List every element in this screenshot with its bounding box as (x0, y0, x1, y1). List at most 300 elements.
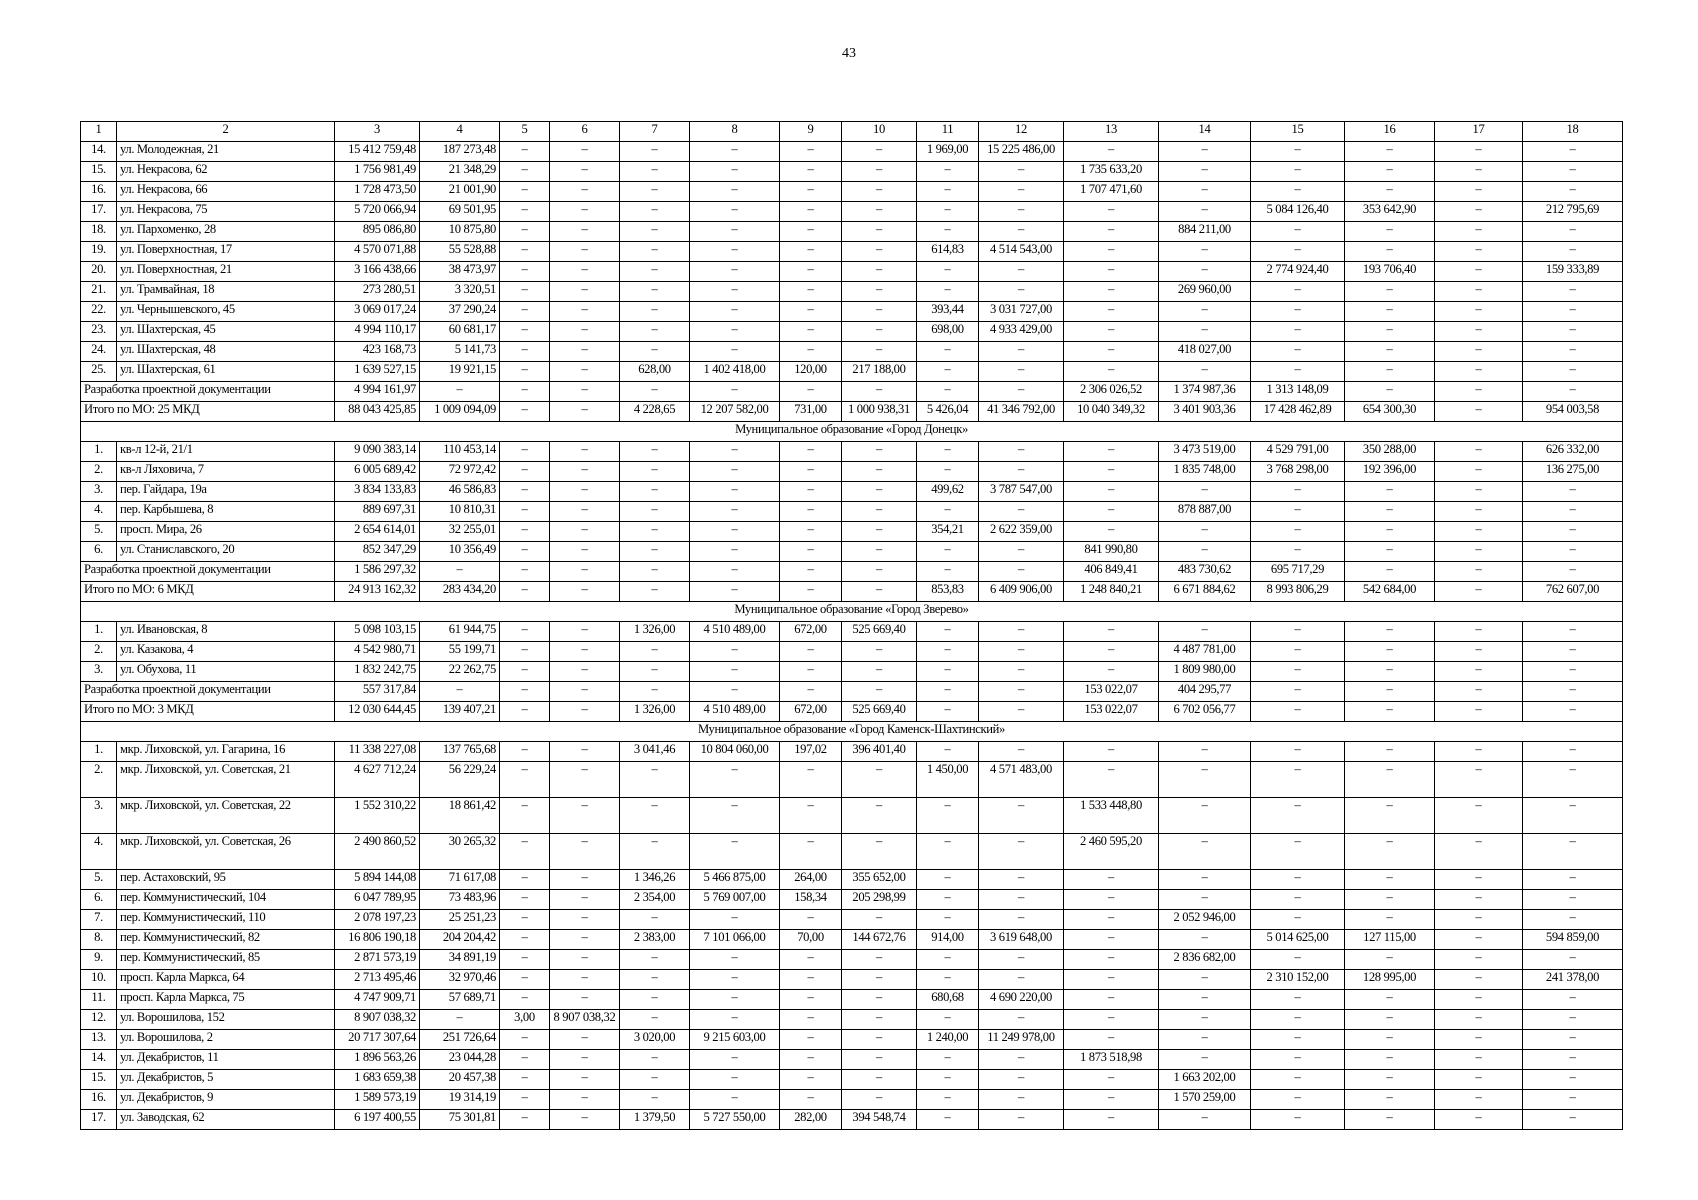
value-cell-col-18: – (1523, 542, 1623, 562)
value-cell-col-12: – (979, 202, 1064, 222)
address-cell: ул. Некрасова, 66 (117, 182, 335, 202)
value-cell-col-12: 4 571 483,00 (979, 762, 1064, 798)
value-cell-col-16: – (1345, 382, 1435, 402)
value-cell-col-7: – (620, 522, 690, 542)
value-cell-col-18: – (1523, 990, 1623, 1010)
value-cell-col-6: – (550, 482, 620, 502)
column-header-18: 18 (1523, 122, 1623, 142)
address-cell: ул. Обухова, 11 (117, 662, 335, 682)
value-cell-col-9: – (780, 950, 842, 970)
value-cell-col-7: – (620, 762, 690, 798)
value-cell-col-18: – (1523, 222, 1623, 242)
value-cell-col-8: – (690, 462, 780, 482)
value-cell-col-11: – (917, 182, 979, 202)
row-number: 17. (81, 1110, 117, 1130)
value-cell-col-16: – (1345, 1030, 1435, 1050)
address-cell: ул. Ворошилова, 152 (117, 1010, 335, 1030)
value-cell-col-10: 144 672,76 (842, 930, 917, 950)
table-row (81, 182, 1623, 202)
value-cell-col-14: – (1159, 990, 1251, 1010)
table-row (81, 950, 1623, 970)
value-cell-col-16: – (1345, 162, 1435, 182)
value-cell-col-13: – (1064, 242, 1159, 262)
table-row (81, 930, 1623, 950)
value-cell-col-9: – (780, 342, 842, 362)
address-cell: мкр. Лиховской, ул. Гагарина, 16 (117, 742, 335, 762)
value-cell-col-11: – (917, 950, 979, 970)
value-cell-col-8: – (690, 762, 780, 798)
value-cell-col-15: – (1251, 1110, 1345, 1130)
value-cell-col-13: – (1064, 742, 1159, 762)
value-cell-col-13: 1 707 471,60 (1064, 182, 1159, 202)
value-cell-col-8: – (690, 582, 780, 602)
value-cell-col-17: – (1435, 562, 1523, 582)
value-cell-col-11: – (917, 910, 979, 930)
value-cell-col-14: 878 887,00 (1159, 502, 1251, 522)
value-cell-col-7: – (620, 990, 690, 1010)
value-cell-col-4: 23 044,28 (420, 1050, 500, 1070)
value-cell-col-14: – (1159, 142, 1251, 162)
value-cell-col-18: 136 275,00 (1523, 462, 1623, 482)
value-cell-col-13: 1 873 518,98 (1064, 1050, 1159, 1070)
value-cell-col-7: – (620, 202, 690, 222)
column-header-14: 14 (1159, 122, 1251, 142)
value-cell-col-10: – (842, 1030, 917, 1050)
value-cell-col-6: – (550, 522, 620, 542)
value-cell-col-17: – (1435, 870, 1523, 890)
value-cell-col-7: – (620, 462, 690, 482)
value-cell-col-3: 1 896 563,26 (335, 1050, 420, 1070)
value-cell-col-15: 17 428 462,89 (1251, 402, 1345, 422)
value-cell-col-11: – (917, 262, 979, 282)
value-cell-col-9: 158,34 (780, 890, 842, 910)
value-cell-col-14: 2 836 682,00 (1159, 950, 1251, 970)
column-header-8: 8 (690, 122, 780, 142)
value-cell-col-8: 12 207 582,00 (690, 402, 780, 422)
value-cell-col-18: – (1523, 950, 1623, 970)
value-cell-col-9: 672,00 (780, 622, 842, 642)
address-cell: ул. Шахтерская, 45 (117, 322, 335, 342)
value-cell-col-7: 4 228,65 (620, 402, 690, 422)
value-cell-col-14: 1 809 980,00 (1159, 662, 1251, 682)
value-cell-col-18: – (1523, 322, 1623, 342)
value-cell-col-13: – (1064, 662, 1159, 682)
value-cell-col-8: 5 727 550,00 (690, 1110, 780, 1130)
value-cell-col-13: 2 306 026,52 (1064, 382, 1159, 402)
value-cell-col-14: – (1159, 1110, 1251, 1130)
row-number: 4. (81, 502, 117, 522)
value-cell-col-18: – (1523, 870, 1623, 890)
value-cell-col-4: 69 501,95 (420, 202, 500, 222)
value-cell-col-4: 3 320,51 (420, 282, 500, 302)
value-cell-col-18: 762 607,00 (1523, 582, 1623, 602)
value-cell-col-8: 4 510 489,00 (690, 622, 780, 642)
value-cell-col-9: – (780, 582, 842, 602)
value-cell-col-4: 1 009 094,09 (420, 402, 500, 422)
value-cell-col-16: – (1345, 742, 1435, 762)
value-cell-col-8: 4 510 489,00 (690, 702, 780, 722)
value-cell-col-17: – (1435, 402, 1523, 422)
value-cell-col-10: 355 652,00 (842, 870, 917, 890)
value-cell-col-6: – (550, 322, 620, 342)
row-number: 16. (81, 1090, 117, 1110)
value-cell-col-9: – (780, 322, 842, 342)
row-number: 5. (81, 522, 117, 542)
value-cell-col-10: – (842, 1070, 917, 1090)
value-cell-col-9: 120,00 (780, 362, 842, 382)
value-cell-col-3: 1 832 242,75 (335, 662, 420, 682)
value-cell-col-13: 1 248 840,21 (1064, 582, 1159, 602)
value-cell-col-7: – (620, 142, 690, 162)
value-cell-col-5: – (500, 702, 550, 722)
value-cell-col-13: – (1064, 970, 1159, 990)
value-cell-col-12: – (979, 702, 1064, 722)
address-cell: мкр. Лиховской, ул. Советская, 22 (117, 798, 335, 834)
value-cell-col-3: 889 697,31 (335, 502, 420, 522)
column-header-10: 10 (842, 122, 917, 142)
value-cell-col-13: 1 533 448,80 (1064, 798, 1159, 834)
value-cell-col-14: – (1159, 202, 1251, 222)
value-cell-col-12: – (979, 502, 1064, 522)
table-row (81, 502, 1623, 522)
value-cell-col-5: – (500, 870, 550, 890)
value-cell-col-8: – (690, 642, 780, 662)
value-cell-col-4: 38 473,97 (420, 262, 500, 282)
value-cell-col-17: – (1435, 382, 1523, 402)
value-cell-col-5: 3,00 (500, 1010, 550, 1030)
column-header-12: 12 (979, 122, 1064, 142)
table-row (81, 202, 1623, 222)
value-cell-col-7: – (620, 834, 690, 870)
value-cell-col-9: – (780, 542, 842, 562)
value-cell-col-14: 6 671 884,62 (1159, 582, 1251, 602)
column-header-row (81, 122, 1623, 142)
address-cell: пер. Коммунистический, 85 (117, 950, 335, 970)
value-cell-col-18: 212 795,69 (1523, 202, 1623, 222)
table-row (81, 622, 1623, 642)
value-cell-col-13: – (1064, 1030, 1159, 1050)
value-cell-col-14: – (1159, 870, 1251, 890)
value-cell-col-17: – (1435, 362, 1523, 382)
value-cell-col-16: – (1345, 322, 1435, 342)
value-cell-col-3: 88 043 425,85 (335, 402, 420, 422)
value-cell-col-16: – (1345, 502, 1435, 522)
value-cell-col-17: – (1435, 762, 1523, 798)
value-cell-col-8: – (690, 910, 780, 930)
value-cell-col-11: 698,00 (917, 322, 979, 342)
value-cell-col-16: – (1345, 222, 1435, 242)
value-cell-col-14: – (1159, 798, 1251, 834)
value-cell-col-11: – (917, 562, 979, 582)
value-cell-col-13: 2 460 595,20 (1064, 834, 1159, 870)
value-cell-col-7: – (620, 542, 690, 562)
value-cell-col-12: – (979, 742, 1064, 762)
value-cell-col-8: – (690, 542, 780, 562)
value-cell-col-7: 2 354,00 (620, 890, 690, 910)
value-cell-col-6: – (550, 1030, 620, 1050)
address-cell: ул. Декабристов, 9 (117, 1090, 335, 1110)
value-cell-col-18: – (1523, 1050, 1623, 1070)
table-row (81, 462, 1623, 482)
value-cell-col-6: 8 907 038,32 (550, 1010, 620, 1030)
table-row (81, 302, 1623, 322)
value-cell-col-6: – (550, 402, 620, 422)
value-cell-col-6: – (550, 382, 620, 402)
address-cell: просп. Карла Маркса, 75 (117, 990, 335, 1010)
row-number: 16. (81, 182, 117, 202)
value-cell-col-9: – (780, 834, 842, 870)
value-cell-col-12: – (979, 182, 1064, 202)
value-cell-col-15: – (1251, 682, 1345, 702)
value-cell-col-18: – (1523, 282, 1623, 302)
value-cell-col-5: – (500, 462, 550, 482)
table-row (81, 342, 1623, 362)
value-cell-col-10: – (842, 798, 917, 834)
value-cell-col-3: 852 347,29 (335, 542, 420, 562)
value-cell-col-5: – (500, 990, 550, 1010)
table-row (81, 1110, 1623, 1130)
value-cell-col-14: – (1159, 1010, 1251, 1030)
column-header-1: 1 (81, 122, 117, 142)
value-cell-col-18: – (1523, 182, 1623, 202)
value-cell-col-9: 672,00 (780, 702, 842, 722)
value-cell-col-10: – (842, 222, 917, 242)
value-cell-col-17: – (1435, 462, 1523, 482)
value-cell-col-6: – (550, 342, 620, 362)
value-cell-col-6: – (550, 702, 620, 722)
value-cell-col-17: – (1435, 242, 1523, 262)
page-number: 43 (842, 46, 856, 61)
value-cell-col-5: – (500, 910, 550, 930)
value-cell-col-16: – (1345, 142, 1435, 162)
value-cell-col-17: – (1435, 302, 1523, 322)
value-cell-col-14: – (1159, 834, 1251, 870)
table-row (81, 970, 1623, 990)
value-cell-col-10: – (842, 834, 917, 870)
value-cell-col-10: – (842, 662, 917, 682)
value-cell-col-9: – (780, 1090, 842, 1110)
value-cell-col-16: – (1345, 798, 1435, 834)
value-cell-col-3: 4 994 110,17 (335, 322, 420, 342)
section-row (81, 722, 1623, 742)
value-cell-col-4: 25 251,23 (420, 910, 500, 930)
value-cell-col-5: – (500, 482, 550, 502)
value-cell-col-6: – (550, 1070, 620, 1090)
value-cell-col-9: 731,00 (780, 402, 842, 422)
value-cell-col-7: 628,00 (620, 362, 690, 382)
value-cell-col-9: – (780, 1030, 842, 1050)
value-cell-col-11: 354,21 (917, 522, 979, 542)
value-cell-col-11: – (917, 890, 979, 910)
value-cell-col-13: – (1064, 482, 1159, 502)
value-cell-col-11: – (917, 702, 979, 722)
value-cell-col-5: – (500, 322, 550, 342)
value-cell-col-3: 5 720 066,94 (335, 202, 420, 222)
value-cell-col-10: – (842, 562, 917, 582)
value-cell-col-8: – (690, 1090, 780, 1110)
value-cell-col-9: 264,00 (780, 870, 842, 890)
value-cell-col-9: – (780, 382, 842, 402)
value-cell-col-7: – (620, 262, 690, 282)
value-cell-col-10: – (842, 990, 917, 1010)
address-cell: ул. Поверхностная, 17 (117, 242, 335, 262)
section-title: Муниципальное образование «Город Донецк» (81, 422, 1623, 442)
value-cell-col-17: – (1435, 950, 1523, 970)
value-cell-col-14: 269 960,00 (1159, 282, 1251, 302)
value-cell-col-10: – (842, 182, 917, 202)
value-cell-col-16: – (1345, 622, 1435, 642)
value-cell-col-3: 2 654 614,01 (335, 522, 420, 542)
value-cell-col-15: – (1251, 302, 1345, 322)
value-cell-col-15: – (1251, 662, 1345, 682)
value-cell-col-17: – (1435, 702, 1523, 722)
table-row (81, 1030, 1623, 1050)
value-cell-col-8: – (690, 202, 780, 222)
value-cell-col-12: – (979, 890, 1064, 910)
value-cell-col-8: 1 402 418,00 (690, 362, 780, 382)
value-cell-col-18: – (1523, 502, 1623, 522)
row-number: 8. (81, 930, 117, 950)
value-cell-col-10: – (842, 322, 917, 342)
value-cell-col-10: – (842, 1050, 917, 1070)
value-cell-col-5: – (500, 682, 550, 702)
value-cell-col-14: – (1159, 522, 1251, 542)
value-cell-col-7: – (620, 482, 690, 502)
value-cell-col-18: – (1523, 162, 1623, 182)
value-cell-col-12: – (979, 562, 1064, 582)
value-cell-col-17: – (1435, 342, 1523, 362)
row-number: 2. (81, 762, 117, 798)
value-cell-col-9: – (780, 642, 842, 662)
value-cell-col-8: – (690, 834, 780, 870)
value-cell-col-14: 1 374 987,36 (1159, 382, 1251, 402)
row-number: 9. (81, 950, 117, 970)
value-cell-col-18: – (1523, 702, 1623, 722)
value-cell-col-8: 5 466 875,00 (690, 870, 780, 890)
value-cell-col-3: 9 090 383,14 (335, 442, 420, 462)
value-cell-col-12: – (979, 1110, 1064, 1130)
value-cell-col-8: – (690, 282, 780, 302)
value-cell-col-15: 5 014 625,00 (1251, 930, 1345, 950)
value-cell-col-4: 73 483,96 (420, 890, 500, 910)
value-cell-col-11: – (917, 162, 979, 182)
value-cell-col-18: – (1523, 662, 1623, 682)
value-cell-col-6: – (550, 870, 620, 890)
value-cell-col-7: – (620, 582, 690, 602)
table-row (81, 798, 1623, 834)
value-cell-col-11: – (917, 622, 979, 642)
value-cell-col-7: – (620, 682, 690, 702)
value-cell-col-13: – (1064, 322, 1159, 342)
value-cell-col-4: 10 875,80 (420, 222, 500, 242)
value-cell-col-18: – (1523, 242, 1623, 262)
value-cell-col-16: – (1345, 482, 1435, 502)
value-cell-col-13: – (1064, 222, 1159, 242)
value-cell-col-17: – (1435, 262, 1523, 282)
value-cell-col-18: 159 333,89 (1523, 262, 1623, 282)
address-cell: мкр. Лиховской, ул. Советская, 21 (117, 762, 335, 798)
value-cell-col-16: – (1345, 682, 1435, 702)
value-cell-col-12: – (979, 970, 1064, 990)
value-cell-col-16: 193 706,40 (1345, 262, 1435, 282)
value-cell-col-3: 1 589 573,19 (335, 1090, 420, 1110)
value-cell-col-6: – (550, 182, 620, 202)
value-cell-col-18: 954 003,58 (1523, 402, 1623, 422)
value-cell-col-5: – (500, 834, 550, 870)
value-cell-col-11: 393,44 (917, 302, 979, 322)
value-cell-col-18: – (1523, 382, 1623, 402)
value-cell-col-7: – (620, 222, 690, 242)
value-cell-col-13: – (1064, 1090, 1159, 1110)
value-cell-col-5: – (500, 798, 550, 834)
value-cell-col-3: 12 030 644,45 (335, 702, 420, 722)
value-cell-col-7: – (620, 442, 690, 462)
row-label: Разработка проектной документации (81, 382, 335, 402)
value-cell-col-10: – (842, 950, 917, 970)
value-cell-col-9: – (780, 762, 842, 798)
address-cell: пер. Гайдара, 19а (117, 482, 335, 502)
value-cell-col-14: – (1159, 762, 1251, 798)
value-cell-col-6: – (550, 162, 620, 182)
address-cell: ул. Молодежная, 21 (117, 142, 335, 162)
value-cell-col-4: 20 457,38 (420, 1070, 500, 1090)
value-cell-col-10: – (842, 762, 917, 798)
value-cell-col-14: – (1159, 970, 1251, 990)
table-body (81, 122, 1623, 1130)
value-cell-col-6: – (550, 990, 620, 1010)
value-cell-col-5: – (500, 1110, 550, 1130)
value-cell-col-11: – (917, 742, 979, 762)
value-cell-col-9: – (780, 462, 842, 482)
value-cell-col-10: – (842, 502, 917, 522)
value-cell-col-12: 3 787 547,00 (979, 482, 1064, 502)
value-cell-col-18: – (1523, 482, 1623, 502)
value-cell-col-12: 2 622 359,00 (979, 522, 1064, 542)
value-cell-col-4: 55 199,71 (420, 642, 500, 662)
table-row (81, 162, 1623, 182)
value-cell-col-15: – (1251, 622, 1345, 642)
value-cell-col-8: – (690, 242, 780, 262)
value-cell-col-16: 542 684,00 (1345, 582, 1435, 602)
value-cell-col-13: – (1064, 282, 1159, 302)
value-cell-col-15: – (1251, 870, 1345, 890)
value-cell-col-13: – (1064, 302, 1159, 322)
value-cell-col-17: – (1435, 990, 1523, 1010)
value-cell-col-5: – (500, 242, 550, 262)
value-cell-col-6: – (550, 582, 620, 602)
value-cell-col-14: – (1159, 302, 1251, 322)
value-cell-col-13: – (1064, 762, 1159, 798)
value-cell-col-12: 41 346 792,00 (979, 402, 1064, 422)
value-cell-col-13: 1 735 633,20 (1064, 162, 1159, 182)
address-cell: пер. Карбышева, 8 (117, 502, 335, 522)
value-cell-col-15: – (1251, 1030, 1345, 1050)
value-cell-col-7: – (620, 182, 690, 202)
value-cell-col-18: – (1523, 302, 1623, 322)
row-number: 3. (81, 482, 117, 502)
value-cell-col-12: 4 514 543,00 (979, 242, 1064, 262)
value-cell-col-6: – (550, 442, 620, 462)
value-cell-col-4: 37 290,24 (420, 302, 500, 322)
value-cell-col-16: – (1345, 302, 1435, 322)
address-cell: ул. Некрасова, 62 (117, 162, 335, 182)
value-cell-col-14: 4 487 781,00 (1159, 642, 1251, 662)
value-cell-col-5: – (500, 342, 550, 362)
value-cell-col-7: 1 326,00 (620, 622, 690, 642)
value-cell-col-8: – (690, 970, 780, 990)
value-cell-col-7: – (620, 910, 690, 930)
value-cell-col-14: 884 211,00 (1159, 222, 1251, 242)
